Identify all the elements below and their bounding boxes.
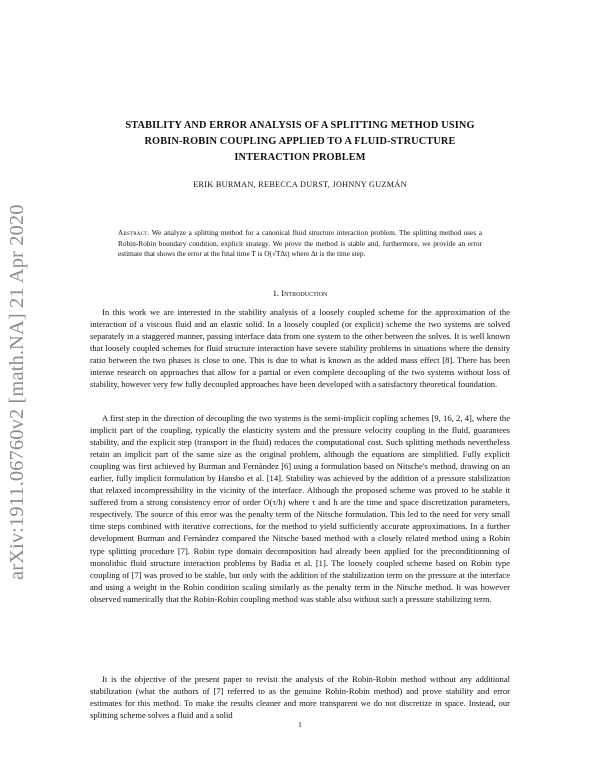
page-number: 1 bbox=[298, 720, 302, 729]
paper-title bbox=[90, 118, 510, 166]
abstract-label: Abstract. bbox=[118, 228, 150, 237]
body-paragraph-2: A first step in the direction of decoupling the two systems is the semi-implicit copling schemes [9, 16, 2, 4], where the implicit part of the coupling, typically the elasticity system and the pressure velocity coupling in the fluid, guarantees stability, and the explicit step (transport in the fluid) reduces the computational cost. Such splitting methods nevertheless retain an implicit part of the same size as the original problem, although the equations are simplified. Fully explicit coupling was first achieved by Burman and Fernàndez [6] using a formulation based on Nitsche's method, drawing on an earlier, fully implicit formulation by Hansbo et al. [14]. Stability was achieved by the addition of a pressure stabilization that relaxed incompressibility in the vicinity of the interface. Although the proposed scheme was proved to be stable it suffered from a strong consistency error of order O(τ/h) where τ and h are the time and space discretization parameters, respectively. The source of this error was the penalty term of the Nitsche formulation. This led to the need for very small time steps combined with iterative corrections, for the method to yield sufficiently accurate approximations. In a further development Burman and Fernàndez compared the Nitsche based method with a closely related method using a Robin type splitting procedure [7]. Robin type domain decomposition had already been applied for the preconditionning of monolithic fluid structure interaction problems by Badia et al. [1]. The loosely coupled scheme based on Robin type coupling of [7] was proved to be stable, but only with the addition of the stabilization term on the pressure at the interface and using a weight in the Robin condition scaling similarly as the penalty term in the Nitsche method. It was however observed numerically that the Robin-Robin coupling method was stable also without such a pressure stabilizing term. bbox=[90, 413, 510, 604]
title-line-3: INTERACTION PROBLEM bbox=[234, 152, 366, 163]
section-number: 1. bbox=[272, 288, 280, 298]
body-paragraph-1: In this work we are interested in the stability analysis of a loosely coupled scheme for the approximation of the interaction of a viscous fluid and an elastic solid. In a loosely coupled (or explicit) scheme the two systems are solved separately in a staggered manner, passing interface data from one system to the other between the solves. It is well known that loosely coupled schemes for fluid structure interaction have severe stability problems in situations where the density ratio between the two phases is close to one. This is due to what is known as the added mass effect [8]. There has been intense research on approaches that allow for a partial or even complete decoupling of the two systems without loss of stability, however very few fully decoupled approaches have been developed with a satisfactory theoretical foundation. bbox=[90, 307, 510, 390]
title-line-1: STABILITY AND ERROR ANALYSIS OF A SPLITTING METHOD USING bbox=[125, 120, 475, 131]
body-paragraph-3: It is the objective of the present paper to revisit the analysis of the Robin-Robin method without any additional stabilization (what the authors of [7] referred to as the genuine Robin-Robin method) and prove stability and error estimates for this method. To make the results cleaner and more transparent we do not discretize in space. Instead, our splitting scheme solves a fluid and a solid bbox=[90, 674, 510, 721]
author-list: ERIK BURMAN, REBECCA DURST, JOHNNY GUZMÁN bbox=[193, 180, 407, 189]
abstract-text: We analyze a splitting method for a canonical fluid structure interaction problem. The splitting method uses a Robin-Robin boundary condition, explicit strategy. We prove the method is stable and, furthermore, we provide an error estimate that shows the error at the final time T is O(√TΔt) where Δt is the time step. bbox=[118, 228, 482, 259]
section-heading bbox=[90, 288, 510, 298]
arxiv-identifier-stamp: arXiv:1911.06760v2 [math.NA] 21 Apr 2020 bbox=[6, 204, 28, 580]
section-title: Introduction bbox=[281, 288, 328, 298]
title-line-2: ROBIN-ROBIN COUPLING APPLIED TO A FLUID-STRUCTURE bbox=[144, 136, 456, 147]
abstract-block bbox=[118, 228, 482, 260]
